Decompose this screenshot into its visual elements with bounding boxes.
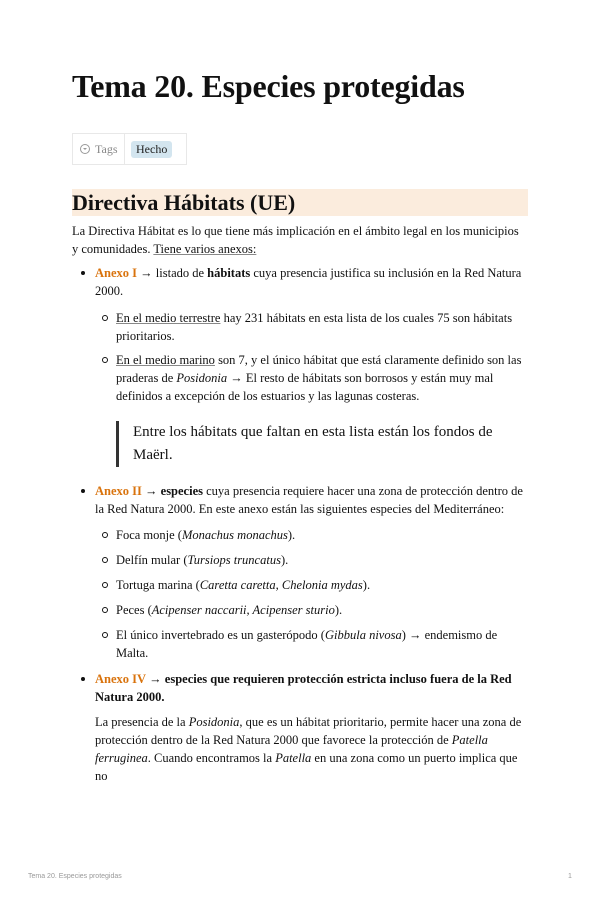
text: La presencia de la (95, 715, 189, 729)
list-item-anexo-4 (95, 670, 528, 706)
text: cuya presencia justifica su inclusión en la Red Natura 2000. (95, 266, 522, 298)
text: ). (287, 528, 296, 542)
text: → (141, 484, 161, 498)
italic-text: Tursiops truncatus (187, 553, 281, 567)
page-title: Tema 20. Especies protegidas (72, 68, 465, 104)
text: son 7, y el único hábitat que está claramente definido son las praderas de (116, 353, 522, 385)
bullet-icon (81, 677, 85, 681)
text: ). (362, 578, 371, 592)
sub-list-item (116, 309, 528, 345)
text: ) → endemismo de Malta. (116, 628, 498, 660)
dropdown-circle-icon (80, 144, 90, 154)
anexo-label: Anexo IV (95, 672, 147, 686)
anexo-4-paragraph (95, 713, 528, 785)
bold-text: hábitats (207, 266, 251, 280)
intro-paragraph (72, 222, 528, 258)
text: , que es un hábitat prioritario, permite hacer una zona de protección dentro de la Red Natura 2000 que favorece la protección de (95, 715, 522, 747)
page-number: 1 (568, 873, 572, 880)
italic-text: Monachus monachus (181, 528, 288, 542)
species-item (116, 626, 528, 662)
species-item (116, 526, 528, 544)
text: . Cuando encontramos la (147, 751, 276, 765)
bold-text: especies (160, 484, 203, 498)
circle-bullet-icon (102, 582, 108, 588)
sub-list-item (116, 351, 528, 405)
anexo-label: Anexo I (95, 266, 138, 280)
species-item (116, 576, 528, 594)
italic-text: Caretta caretta, Chelonia mydas (199, 578, 363, 592)
text: cuya presencia requiere hacer una zona de protección dentro de la Red Natura 2000. En este anexo están las siguientes especies del Mediterráneo: (95, 484, 523, 516)
tags-property (72, 133, 187, 165)
anexo-label: Anexo II (95, 484, 142, 498)
page-content (0, 62, 600, 845)
text: hay 231 hábitats en esta lista de los cuales 75 son hábitats prioritarios. (116, 311, 513, 343)
bold-text: especies que requieren protección estricta incluso fuera de la Red Natura 2000. (95, 672, 512, 704)
italic-text: Acipenser naccarii, Acipenser sturio (151, 603, 335, 617)
italic-text: Patella ferruginea (95, 733, 488, 765)
text: → El resto de hábitats son borrosos y están muy mal definidos a excepción de los estuarios y las lagunas costeras. (116, 371, 494, 403)
text: → listado de (137, 266, 208, 280)
italic-text: Posidonia (188, 715, 240, 729)
circle-bullet-icon (102, 557, 108, 563)
circle-bullet-icon (102, 632, 108, 638)
intro-text: La Directiva Hábitat es lo que tiene más implicación en el ámbito legal en los municipios y comunidades. (72, 224, 519, 256)
text: en una zona como un puerto implica que no (95, 751, 518, 783)
circle-bullet-icon (102, 357, 108, 363)
bullet-icon (81, 271, 85, 275)
underlined-text: En el medio terrestre (116, 311, 221, 325)
text: El único invertebrado es un gasterópodo ( (116, 628, 325, 642)
text: Foca monje ( (116, 528, 182, 542)
italic-text: Patella (275, 751, 312, 765)
italic-text: Gibbula nivosa (324, 628, 402, 642)
intro-underlined: Tiene varios anexos: (153, 242, 257, 256)
bullet-icon (81, 489, 85, 493)
tags-label (73, 134, 125, 164)
blockquote: Entre los hábitats que faltan en esta lista están los fondos de Maërl. (116, 421, 528, 467)
circle-bullet-icon (102, 607, 108, 613)
underlined-text: En el medio marino (116, 353, 215, 367)
list-item-anexo-2 (95, 482, 528, 518)
tag-badge[interactable]: Hecho (131, 141, 172, 158)
text: Tortuga marina ( (116, 578, 200, 592)
circle-bullet-icon (102, 532, 108, 538)
list-item-anexo-1 (95, 264, 528, 300)
text: ). (280, 553, 289, 567)
section-heading: Directiva Hábitats (UE) (72, 189, 528, 216)
italic-text: Posidonia (176, 371, 228, 385)
text: → (146, 672, 165, 686)
tags-label-text: Tags (95, 141, 118, 156)
text: Peces ( (116, 603, 152, 617)
footer-title: Tema 20. Especies protegidas (28, 873, 122, 880)
text: ). (334, 603, 343, 617)
species-item (116, 551, 528, 569)
circle-bullet-icon (102, 315, 108, 321)
species-item (116, 601, 528, 619)
text: Delfín mular ( (116, 553, 188, 567)
